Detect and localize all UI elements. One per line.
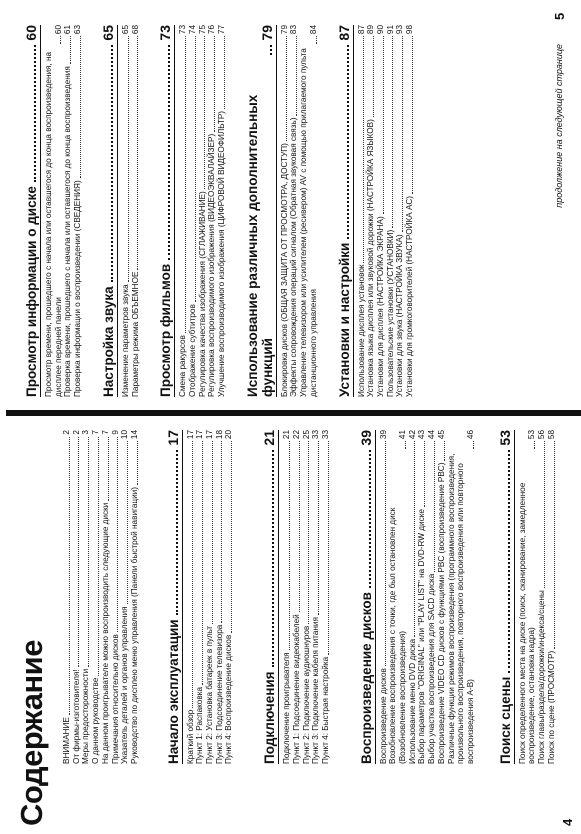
entry-title: Установки для громкоговорителей (НАСТРОЙКА АС) [405, 196, 415, 397]
toc-section [166, 430, 235, 764]
leader-dots [127, 441, 128, 604]
leader-dots [347, 45, 349, 239]
entry-page-number: 77 [217, 25, 227, 35]
leader-dots [308, 441, 309, 624]
leader-dots [508, 450, 510, 673]
leader-dots [202, 441, 203, 685]
entry-page-number: 93 [395, 25, 405, 35]
toc-entry[interactable] [417, 430, 427, 764]
leader-dots [117, 437, 118, 633]
entry-title: Выбор параметров "ORIGINAL" или "PLAY LIST" на DVD-RW диске [417, 509, 427, 764]
section-heading[interactable] [337, 25, 354, 397]
leader-dots [137, 36, 138, 269]
toc-section [24, 25, 83, 397]
leader-dots [111, 45, 113, 283]
entry-page-number: 18 [214, 430, 224, 440]
toc-entry[interactable] [537, 430, 547, 764]
toc-entry[interactable] [447, 430, 476, 764]
toc-entry[interactable] [395, 25, 405, 397]
leader-dots [363, 36, 364, 262]
entry-title: Пункт 4: Быстрая настройка [320, 656, 330, 764]
toc-entry[interactable] [81, 430, 91, 764]
toc-section [158, 25, 227, 397]
section-gap [83, 25, 101, 397]
leader-dots [369, 450, 371, 589]
toc-entry[interactable] [518, 430, 537, 764]
entry-page-number: 83 [289, 25, 299, 35]
page-number-left: 4 [560, 818, 575, 826]
section-heading[interactable] [262, 430, 279, 764]
section-gap [476, 430, 498, 764]
entry-page-number: 74 [187, 25, 197, 35]
left-toc-column [62, 430, 557, 764]
entry-title: Пункт 3: Подсоединение телевизора [214, 624, 224, 764]
entry-title: Воспроизведение дисков [378, 668, 388, 764]
section-title: Настройка звука [100, 286, 116, 397]
entry-title: Использование меню DVD диска [407, 638, 417, 764]
section-page-number: 65 [99, 25, 116, 41]
entry-page-number: 56 [537, 430, 547, 440]
leader-dots [78, 437, 79, 668]
entry-page-number: 91 [385, 25, 395, 35]
leader-dots [316, 36, 317, 44]
entry-title: Воспроизведение VIDEO CD дисков с функциями PBC (воспроизведение PBC) [436, 462, 446, 764]
leader-dots [221, 441, 222, 623]
toc-section [498, 430, 557, 764]
toc-section [359, 430, 476, 764]
section-gap [140, 25, 158, 397]
entry-page-number: 14 [129, 430, 139, 440]
leader-dots [402, 36, 403, 232]
toc-entry[interactable] [72, 430, 82, 764]
entry-title: Проверка времени, прошедшего с начала или оставшегося до конца воспроизведения [63, 66, 73, 397]
toc-entry[interactable] [217, 25, 227, 397]
entry-title: Пункт 4: Воспроизведение дисков [224, 634, 234, 764]
toc-entry[interactable] [188, 25, 198, 397]
toc-section [62, 430, 140, 764]
entry-title: Блокировка дисков (ОБЩАЯ ЗАЩИТА ОТ ПРОСМОТРА, ДОСТУП) [279, 143, 289, 397]
entry-title: Установки для дисплея (НАСТРОЙКА ЭКРАНА) [375, 216, 385, 397]
entry-title: Смена ракурсов [178, 335, 188, 397]
entry-page-number: 89 [366, 25, 376, 35]
entry-page-number: 17 [185, 430, 195, 440]
entry-page-number: 75 [197, 25, 207, 35]
leader-dots [88, 437, 89, 667]
entry-page-number: 20 [224, 430, 234, 440]
section-title: Воспроизведение дисков [358, 592, 374, 764]
leader-dots [544, 441, 545, 588]
entry-page-number: 73 [178, 25, 188, 35]
leader-dots [60, 36, 61, 44]
toc-entry[interactable] [63, 25, 73, 397]
leader-dots [286, 36, 287, 141]
section-heading[interactable] [166, 430, 183, 764]
section-page-number: 17 [164, 430, 181, 446]
entry-page-number: 44 [427, 430, 437, 440]
entry-page-number: 2 [71, 430, 81, 435]
entry-page-number: 98 [405, 25, 415, 35]
entry-title: Меры предосторожности [81, 668, 91, 764]
section-page-number: 79 [258, 25, 275, 41]
leader-dots [434, 441, 435, 572]
page-number-right: 5 [552, 12, 567, 20]
toc-entry[interactable] [195, 430, 205, 764]
entry-page-number: 33 [311, 430, 321, 440]
entry-title: О данном руководстве [91, 677, 101, 764]
section-title: Подключения [262, 671, 278, 764]
entry-page-number: 9 [110, 430, 120, 435]
toc-entry[interactable] [302, 430, 312, 764]
leader-dots [424, 441, 425, 507]
leader-dots [176, 450, 178, 616]
leader-dots [70, 36, 71, 64]
entry-title: Выбор участка воспроизведения для SACD диска [427, 573, 437, 764]
entry-title: Возобновление воспроизведения с точки, где был остановлен диск (Возобновление воспроизведения) [388, 507, 408, 764]
section-page-number: 53 [496, 430, 513, 446]
toc-section [337, 25, 415, 397]
toc-entry[interactable] [388, 430, 407, 764]
leader-dots [289, 441, 290, 650]
leader-dots [224, 36, 225, 109]
toc-entry[interactable] [282, 430, 292, 764]
section-heading[interactable] [101, 25, 118, 397]
entry-title: Подключение проигрывателя [282, 652, 292, 764]
entry-page-number: 61 [63, 25, 73, 35]
entry-title: Отображение субтитров [187, 304, 197, 397]
entry-page-number: 43 [417, 430, 427, 440]
entry-title: Просмотр времени, прошедшего с начала или оставшегося до конца воспроизведения, на дисплее передней панели [44, 51, 63, 397]
leader-dots [473, 441, 474, 449]
entry-title: Пользовательские установки (УСТАНОВКИ) [385, 229, 395, 397]
toc-entry[interactable] [405, 25, 415, 397]
leader-dots [444, 441, 445, 460]
toc-entry[interactable] [224, 430, 234, 764]
leader-dots [185, 36, 186, 333]
leader-dots [80, 36, 81, 178]
section-title: Просмотр фильмов [158, 263, 174, 397]
toc-entry[interactable] [437, 430, 447, 764]
toc-entry[interactable] [186, 430, 196, 764]
entry-page-number: 7 [91, 430, 101, 435]
toc-section [245, 25, 319, 397]
entry-title: Использование дисплея установок [356, 264, 366, 397]
entry-page-number: 25 [301, 430, 311, 440]
leader-dots [392, 36, 393, 228]
entry-page-number: 58 [546, 430, 556, 440]
toc-entry[interactable] [91, 430, 101, 764]
toc-entry[interactable] [376, 25, 386, 397]
section-page-number: 87 [335, 25, 352, 41]
toc-entry[interactable] [379, 430, 389, 764]
leader-dots [296, 36, 297, 115]
entry-page-number: 21 [282, 430, 292, 440]
toc-entry[interactable] [408, 430, 418, 764]
section-title: Использование различных дополнительных функций [244, 94, 275, 397]
leader-dots [412, 36, 413, 194]
leader-dots [231, 441, 232, 633]
toc-entry[interactable] [299, 25, 318, 397]
entry-title: Управление телевизором или усилителем (ресивером) AV с помощью прилагаемого пульта дистанционного управления [299, 48, 318, 397]
toc-entry[interactable] [321, 430, 331, 764]
entry-title: Установка языка дисплея или звуковой дорожки (НАСТРОЙКА ЯЗЫКОВ) [366, 119, 376, 397]
toc-entry[interactable] [130, 430, 140, 764]
leader-dots [534, 441, 535, 449]
entry-title: На данном проигрывателе можно воспроизводить следующие диски [100, 502, 110, 764]
section-page-number: 39 [357, 430, 374, 446]
leader-dots [168, 45, 170, 260]
toc-entry[interactable] [131, 25, 141, 397]
entry-title: Указатель деталей и органов управления [120, 606, 130, 764]
section-heading[interactable] [158, 25, 175, 397]
toc-entry[interactable] [427, 430, 437, 764]
entry-page-number: 60 [53, 25, 63, 35]
entry-page-number: 10 [120, 430, 130, 440]
toc-section [262, 430, 331, 764]
leader-dots [414, 441, 415, 637]
section-gap [140, 430, 166, 764]
entry-title: От фирмы-изготовителя! [71, 669, 81, 764]
toc-entry[interactable] [121, 25, 131, 397]
entry-title: Поиск определенного места на диске (поиск, сканирование, замедленное воспроизведение, остановка кадра) [517, 482, 537, 764]
leader-dots [212, 441, 213, 624]
entry-title: Пункт 2: Подключение аудиошнуров [301, 625, 311, 764]
toc-entry[interactable] [120, 430, 130, 764]
entry-page-number: 42 [407, 430, 417, 440]
section-title: Просмотр информации о диске [24, 186, 39, 397]
continued-note: продолжение на следующей странице [554, 44, 564, 208]
section-title: Поиск сцены [497, 676, 513, 764]
toc-entry[interactable] [198, 25, 208, 397]
toc-entry[interactable] [73, 25, 83, 397]
leader-dots [554, 441, 555, 649]
toc-entry[interactable] [44, 25, 63, 397]
entry-title: Поиск по сцене (ПРОСМОТР) [546, 650, 556, 764]
entry-page-number: 41 [398, 430, 408, 440]
toc-entry[interactable] [292, 430, 302, 764]
entry-page-number: 76 [207, 25, 217, 35]
leader-dots [373, 36, 374, 117]
toc-entry[interactable] [111, 430, 121, 764]
toc-entry[interactable] [289, 25, 299, 397]
toc-entry[interactable] [357, 25, 367, 397]
toc-entry[interactable] [207, 25, 217, 397]
entry-title: Различные функции режимов воспроизведения (программного воспроизведения, произвольного воспроизведения, повторного воспроизведения или повторного воспроизведения A-B) [446, 453, 475, 764]
section-heading[interactable] [359, 430, 376, 764]
leader-dots [137, 441, 138, 485]
leader-dots [299, 441, 300, 612]
leader-dots [128, 36, 129, 282]
leader-dots [34, 45, 36, 183]
entry-title: Пункт 1: Распаковка [195, 686, 205, 764]
leader-dots [270, 45, 272, 55]
entry-page-number: 90 [375, 25, 385, 35]
section-gap [234, 430, 262, 764]
entry-title: Эффекты сопровождения операций сигналом (Обратная звуковая связь) [289, 117, 299, 397]
entry-title: ВНИМАНИЕ [62, 717, 71, 764]
entry-page-number: 63 [73, 25, 83, 35]
toc-entry[interactable] [386, 25, 396, 397]
leader-dots [108, 437, 109, 501]
section-heading[interactable] [24, 25, 41, 397]
entry-page-number: 45 [436, 430, 446, 440]
entry-page-number: 46 [465, 430, 475, 440]
leader-dots [272, 450, 274, 668]
section-gap [331, 430, 359, 764]
section-page-number: 60 [23, 25, 39, 41]
section-title: Начало эксплуатации [165, 619, 181, 764]
entry-title: Примечания относительно дисков [110, 634, 120, 764]
entry-page-number: 17 [205, 430, 215, 440]
leader-dots [69, 437, 70, 716]
entry-page-number: 65 [120, 25, 130, 35]
entry-title: Пункт 3: Подключение кабеля питания [311, 617, 321, 764]
entry-title: Установки для звука (НАСТРОЙКА ЗВУКА) [395, 234, 405, 397]
entry-page-number: 39 [378, 430, 388, 440]
toc-entry[interactable] [280, 25, 290, 397]
toc-entry[interactable] [366, 25, 376, 397]
leader-dots [214, 36, 215, 132]
section-page-number: 21 [261, 430, 278, 446]
entry-page-number: 17 [195, 430, 205, 440]
entry-page-number: 84 [308, 25, 318, 35]
page-title: Содержание [14, 640, 49, 826]
leader-dots [318, 441, 319, 615]
section-gap [227, 25, 245, 397]
entry-page-number: 87 [356, 25, 366, 35]
leader-dots [192, 441, 193, 708]
leader-dots [195, 36, 196, 302]
entry-title: Краткий обзор [185, 709, 195, 764]
entry-page-number: 7 [100, 430, 110, 435]
toc-entry[interactable] [215, 430, 225, 764]
entry-page-number: 68 [130, 25, 140, 35]
toc-entry[interactable] [101, 430, 111, 764]
right-toc-column [24, 25, 415, 397]
section-page-number: 73 [157, 25, 174, 41]
leader-dots [204, 36, 205, 189]
entry-title: Руководство по дисплею меню управления (Панели быстрой навигации) [129, 487, 139, 764]
entry-title: Улучшение воспроизводимого изображения (ЦИФРОВОЙ ВИДЕОФИЛЬТР) [217, 110, 227, 397]
entry-title: Проверка информации о воспроизведении (СВЕДЕНИЯ) [73, 180, 83, 397]
entry-title: Регулировка качества изображения (СГЛАЖИВАНИЕ) [197, 191, 207, 397]
entry-title: Пункт 1: Подсоединение видеокабелей [291, 614, 301, 764]
toc-entry[interactable] [205, 430, 215, 764]
toc-entry[interactable] [311, 430, 321, 764]
section-gap [319, 25, 337, 397]
section-heading[interactable] [245, 25, 277, 397]
leader-dots [328, 441, 329, 655]
spread-divider [6, 410, 581, 416]
leader-dots [385, 441, 386, 666]
entry-page-number: 3 [81, 430, 91, 435]
entry-page-number: 33 [320, 430, 330, 440]
section-heading[interactable] [498, 430, 515, 764]
toc-section [101, 25, 140, 397]
entry-page-number: 22 [291, 430, 301, 440]
entry-title: Параметры режима ОБЪЕМНОЕ [130, 271, 140, 397]
leader-dots [383, 36, 384, 214]
entry-title: Пункт 2: Установка батареек в пульт [205, 625, 215, 764]
leader-dots [405, 441, 406, 449]
toc-entry[interactable] [547, 430, 557, 764]
section-title: Установки и настройки [336, 242, 352, 397]
entry-page-number: 53 [527, 430, 537, 440]
leader-dots [98, 437, 99, 676]
entry-page-number: 2 [62, 430, 71, 435]
toc-entry[interactable] [62, 430, 72, 764]
entry-title: Изменение параметров звука [120, 284, 130, 397]
entry-title: Поиск главы/раздела/дорожки/индекса/сцены [537, 590, 547, 764]
entry-title: Регулировка воспроизводимого изображения (ВИДЕОЭКВАЛАЙЗЕР) [207, 133, 217, 397]
toc-entry[interactable] [178, 25, 188, 397]
entry-page-number: 79 [279, 25, 289, 35]
